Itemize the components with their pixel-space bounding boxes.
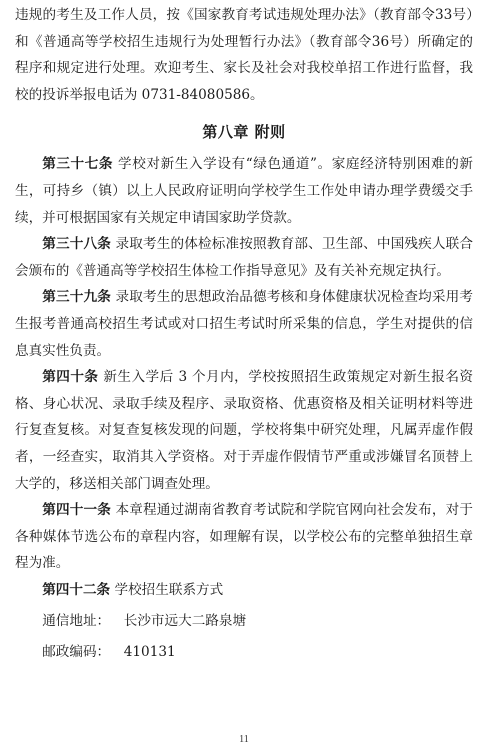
article-42-label: 第四十二条 [42, 581, 111, 598]
article-41-label: 第四十一条 [42, 502, 111, 519]
article-38-label: 第三十八条 [42, 236, 111, 253]
address-value: 长沙市远大二路泉塘 [123, 613, 247, 630]
address-row [15, 608, 473, 634]
document-page [15, 2, 473, 670]
article-38-text: 录取考生的体检标准按照教育部、卫生部、中国残疾人联合会颁布的《普通高等学校招生体检工作指导意见》及有关补充规定执行。 [15, 236, 474, 279]
article-42 [15, 577, 473, 604]
postcode-row [15, 639, 473, 665]
article-40-text: 新生入学后 3 个月内，学校按照招生政策规定对新生报名资格、身心状况、录取手续及程序、录取资格、优惠资格及相关证明材料等进行复查复核。对复查复核发现的问题，学校将集中研究处理，凡属弄虚作假者，一经查实，取消其入学资格。对于弄虚作假情节严重或涉嫌冒名顶替上大学的，移送相关部门调查处理。 [15, 369, 473, 492]
article-37-text: 学校对新生入学设有“绿色通道”。家庭经济特别困难的新生，可持乡（镇）以上人民政府证明向学校学生工作处申请办理学费缓交手续，并可根据国家有关规定申请国家助学贷款。 [15, 156, 474, 226]
article-37 [15, 151, 473, 231]
intro-paragraph: 违规的考生及工作人员，按《国家教育考试违规处理办法》（教育部令33号）和《普通高等学校招生违规行为处理暂行办法》（教育部令36号）所确定的程序和规定进行处理。欢迎考生、家长及社会对我校单招工作进行监督，我校的投诉举报电话为 0731-84080586。 [15, 7, 473, 103]
article-41 [15, 497, 473, 577]
chapter-title: 第八章 附则 [202, 123, 286, 142]
article-37-label: 第三十七条 [42, 156, 114, 173]
article-40-label: 第四十条 [42, 369, 99, 386]
article-39 [15, 284, 473, 364]
address-label: 通信地址： [42, 613, 111, 630]
article-39-label: 第三十九条 [42, 289, 111, 306]
article-38 [15, 231, 473, 284]
article-41-text: 本章程通过湖南省教育考试院和学院官网向社会发布，对于各种媒体节选公布的章程内容，如理解有误，以学校公布的完整单独招生章程为准。 [15, 502, 474, 572]
article-42-text: 学校招生联系方式 [114, 581, 224, 598]
article-40 [15, 364, 473, 497]
article-39-text: 录取考生的思想政治品德考核和身体健康状况检查均采用考生报考普通高校招生考试或对口招生考试时所采集的信息，学生对提供的信息真实性负责。 [15, 289, 474, 359]
page-number: 11 [239, 734, 249, 745]
postcode-value: 410131 [123, 644, 176, 661]
postcode-label: 邮政编码： [42, 644, 111, 661]
